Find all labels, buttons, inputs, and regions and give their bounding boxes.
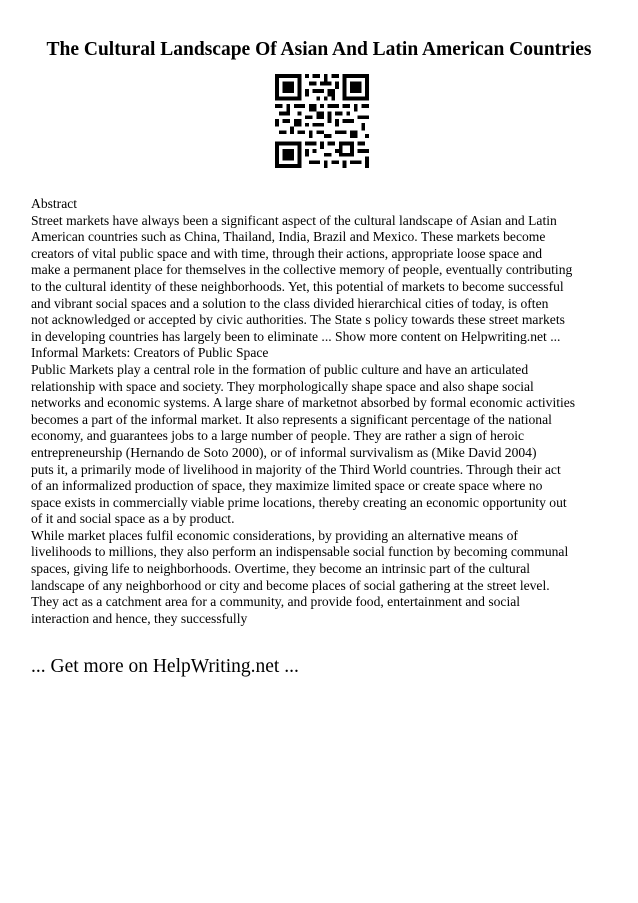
document-body: [31, 196, 631, 627]
body-line-13: networks and economic systems. A large share of marketnot absorbed by formal economic activities: [31, 395, 576, 411]
body-line-5: make a permanent place for themselves in the collective memory of people, eventually contributing: [31, 262, 573, 278]
body-line-3: American countries such as China, Thailand, India, Brazil and Mexico. These markets become: [31, 229, 546, 245]
body-line-22: livelihoods to millions, they also perform an indispensable social function by becoming communal: [31, 544, 569, 560]
body-line-9: in developing countries has largely been to eliminate ... Show more content on Helpwriting.net ...: [31, 328, 561, 344]
body-line-10: Informal Markets: Creators of Public Space: [31, 345, 269, 361]
body-line-6: to the cultural identity of these neighborhoods. Yet, this potential of markets to become successful: [31, 278, 564, 294]
body-line-14: becomes a part of the informal market. It also represents a significant percentage of the national: [31, 411, 552, 427]
body-line-19: space exists in commercially viable prime locations, thereby creating an economic opportunity out: [31, 494, 567, 510]
body-line-24: landscape of any neighborhood or city and become places of social gathering at the street level.: [31, 577, 550, 593]
body-line-11: Public Markets play a central role in the formation of public culture and have an articulated: [31, 361, 529, 377]
body-line-25: They act as a catchment area for a community, and provide food, entertainment and social: [31, 594, 521, 610]
body-line-15: economy, and guarantees jobs to a large number of people. They are rather a sign of heroic: [31, 428, 525, 444]
body-line-4: creators of vital public space and with time, through their actions, appropriate loose space and: [31, 245, 543, 261]
body-line-8: not acknowledged or accepted by civic authorities. The State s policy towards these street markets: [31, 312, 565, 328]
get-more-link[interactable]: ... Get more on HelpWriting.net ...: [31, 656, 299, 677]
body-line-18: of an informalized production of space, they maximize limited space or create space where no: [31, 478, 543, 494]
body-line-17: puts it, a primarily mode of livelihood in majority of the Third World countries. Through their act: [31, 461, 561, 477]
body-line-12: relationship with space and society. They morphologically shape space and also shape social: [31, 378, 534, 394]
body-line-21: While market places fulfil economic considerations, by providing an alternative means of: [31, 527, 518, 543]
body-line-16: entrepreneurship (Hernando de Soto 2000), or of informal survivalism as (Mike David 2004): [31, 444, 537, 460]
body-line-26: interaction and hence, they successfully: [31, 610, 248, 626]
document-title: The Cultural Landscape Of Asian And Latin American Countries: [46, 39, 592, 60]
body-line-2: Street markets have always been a significant aspect of the cultural landscape of Asian and Latin: [31, 212, 557, 228]
body-line-1: Abstract: [31, 196, 78, 211]
body-line-23: spaces, giving life to neighborhoods. Overtime, they become an intrinsic part of the cultural: [31, 561, 531, 577]
qr-code-icon: [275, 74, 369, 168]
body-line-7: and vibrant social spaces and a solution to the class divided hierarchical cities of today, is often: [31, 295, 549, 311]
body-line-20: of it and social space as a by product.: [31, 511, 235, 527]
